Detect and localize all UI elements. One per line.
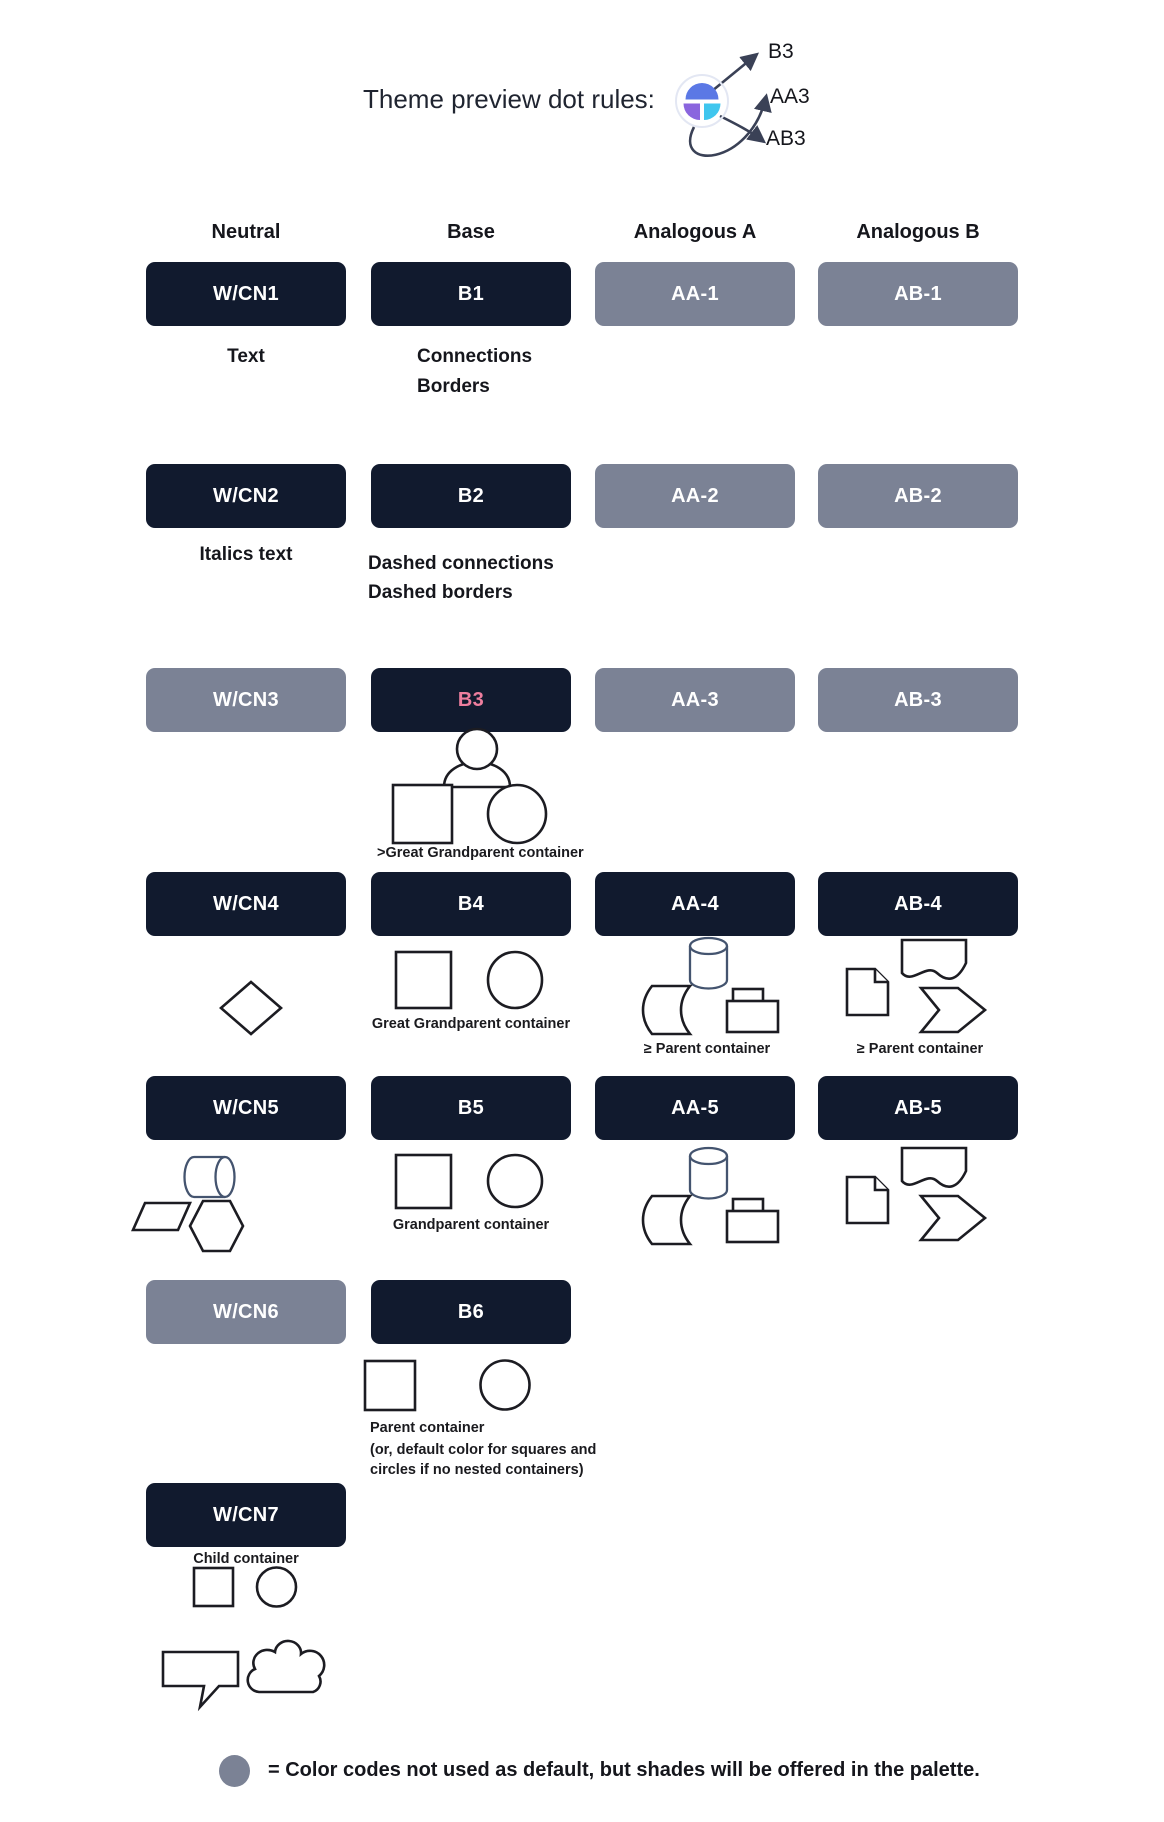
swatch-label: B6 — [457, 1300, 485, 1323]
swatch-ab3 — [818, 668, 1018, 732]
swatch-aa1 — [595, 262, 795, 326]
square-icon — [194, 1568, 233, 1606]
aa5-shape-group — [633, 1141, 785, 1249]
column-header-analogous-a: Analogous A — [633, 221, 757, 243]
swatch-label: W/CN7 — [213, 1503, 279, 1526]
wcn7-shapes-label: Child container — [193, 1551, 299, 1567]
b6-shape-group — [360, 1356, 535, 1416]
circle-icon — [257, 1568, 296, 1607]
swatch-wcn2 — [146, 464, 346, 528]
caption-connections: Connections — [417, 346, 533, 367]
swatch-aa5 — [595, 1076, 795, 1140]
swatch-label: AA-1 — [671, 282, 719, 305]
tabbed-rectangle-icon — [727, 1211, 778, 1242]
dot-bottom-right — [704, 104, 721, 121]
cloud-icon — [248, 1641, 324, 1692]
swatch-b5 — [371, 1076, 571, 1140]
swatch-b1 — [371, 262, 571, 326]
swatch-label: B3 — [457, 688, 485, 711]
b6-shapes-label-line1: Parent container — [370, 1420, 485, 1436]
b4-shapes-label: Great Grandparent container — [371, 1016, 571, 1032]
b4-shape-group — [391, 949, 547, 1013]
cylinder-top-icon — [690, 938, 727, 954]
swatch-wcn7 — [146, 1483, 346, 1547]
diamond-icon — [221, 982, 281, 1034]
b3-shapes-label: >Great Grandparent container — [377, 845, 584, 861]
person-head-icon — [457, 729, 497, 769]
swatch-label: W/CN6 — [213, 1300, 279, 1323]
circle-icon — [488, 785, 546, 843]
speech-bubble-icon — [163, 1652, 238, 1707]
wavy-document-icon — [902, 1148, 966, 1187]
swatch-label: W/CN3 — [213, 688, 279, 711]
swatch-label: B2 — [457, 484, 485, 507]
swatch-aa4 — [595, 872, 795, 936]
swatch-ab2 — [818, 464, 1018, 528]
swatch-label: AA-2 — [671, 484, 719, 507]
swatch-label: B1 — [457, 282, 485, 305]
dot-rule-label-b3: B3 — [768, 40, 794, 63]
wavy-document-icon — [902, 940, 966, 979]
caption-dashed-borders: Dashed borders — [368, 582, 513, 603]
swatch-aa2 — [595, 464, 795, 528]
b3-shape-group — [378, 722, 558, 848]
dot-rule-label-ab3: AB3 — [766, 127, 806, 150]
footer-note: = Color codes not used as default, but shades will be offered in the palette. — [268, 1759, 980, 1781]
dot-top-half — [686, 83, 719, 100]
swatch-b6 — [371, 1280, 571, 1344]
swatch-label: AA-4 — [671, 892, 719, 915]
swatch-aa3 — [595, 668, 795, 732]
b6-shapes-label-line2: (or, default color for squares and — [370, 1442, 597, 1458]
b5-shape-group — [391, 1152, 547, 1212]
square-icon — [393, 785, 452, 843]
page-title: Theme preview dot rules: — [363, 84, 655, 114]
aa4-shape-group — [633, 931, 785, 1039]
dot-outer-ring — [676, 75, 728, 127]
column-header-base: Base — [447, 221, 495, 243]
tabbed-rectangle-icon — [727, 1001, 778, 1032]
b6-shapes-label-line3: circles if no nested containers) — [370, 1462, 584, 1478]
swatch-b4 — [371, 872, 571, 936]
document-fold-icon — [875, 969, 888, 982]
stored-data-icon — [643, 986, 690, 1034]
circle-icon — [481, 1361, 530, 1410]
square-icon — [396, 1155, 451, 1208]
swatch-wcn5 — [146, 1076, 346, 1140]
swatch-label: AB-4 — [894, 892, 942, 915]
wcn7-shape-group-2 — [155, 1638, 335, 1713]
dot-rule-label-aa3: AA3 — [770, 85, 810, 108]
parallelogram-icon — [133, 1203, 190, 1230]
square-icon — [396, 952, 451, 1008]
swatch-label: AB-5 — [894, 1096, 942, 1119]
swatch-label: B5 — [457, 1096, 485, 1119]
swatch-label: W/CN2 — [213, 484, 279, 507]
swatch-ab4 — [818, 872, 1018, 936]
hexagon-icon — [190, 1201, 243, 1251]
column-header-analogous-b: Analogous B — [856, 221, 980, 243]
swatch-b2 — [371, 464, 571, 528]
caption-italics-text: Italics text — [199, 544, 293, 565]
swatch-ab1 — [818, 262, 1018, 326]
swatch-label: AB-3 — [894, 688, 942, 711]
aa4-shapes-label: ≥ Parent container — [643, 1041, 771, 1057]
caption-text: Text — [227, 346, 265, 367]
swatch-label: W/CN5 — [213, 1096, 279, 1119]
gray-dot-icon — [219, 1755, 250, 1787]
circle-icon — [488, 1155, 542, 1207]
column-header-neutral: Neutral — [211, 221, 281, 243]
dot-bottom-left — [684, 104, 701, 121]
cylinder-end-icon — [216, 1157, 235, 1197]
swatch-wcn3 — [146, 668, 346, 732]
ab5-shape-group — [840, 1141, 990, 1245]
cylinder-top-icon — [690, 1148, 727, 1164]
swatch-wcn6 — [146, 1280, 346, 1344]
swatch-label: AB-2 — [894, 484, 942, 507]
circle-icon — [488, 952, 542, 1008]
wcn5-shape-group — [128, 1148, 258, 1258]
caption-dashed-connections: Dashed connections — [368, 553, 554, 574]
swatch-label: AA-3 — [671, 688, 719, 711]
swatch-wcn4 — [146, 872, 346, 936]
ab4-shapes-label: ≥ Parent container — [856, 1041, 984, 1057]
caption-borders: Borders — [417, 376, 490, 397]
swatch-label: B4 — [457, 892, 485, 915]
ab4-shape-group — [840, 933, 990, 1037]
swatch-label: AB-1 — [894, 282, 942, 305]
swatch-ab5 — [818, 1076, 1018, 1140]
theme-preview-dot-icon — [666, 66, 738, 138]
swatch-wcn1 — [146, 262, 346, 326]
wcn4-shape-group — [218, 979, 284, 1037]
wcn7-shape-group — [189, 1563, 301, 1611]
stored-data-icon — [643, 1196, 690, 1244]
b5-shapes-label: Grandparent container — [392, 1217, 550, 1233]
swatch-label: AA-5 — [671, 1096, 719, 1119]
swatch-label: W/CN4 — [213, 892, 279, 915]
swatch-label: W/CN1 — [213, 282, 279, 305]
chevron-icon — [921, 1196, 985, 1240]
chevron-icon — [921, 988, 985, 1032]
square-icon — [365, 1361, 415, 1410]
